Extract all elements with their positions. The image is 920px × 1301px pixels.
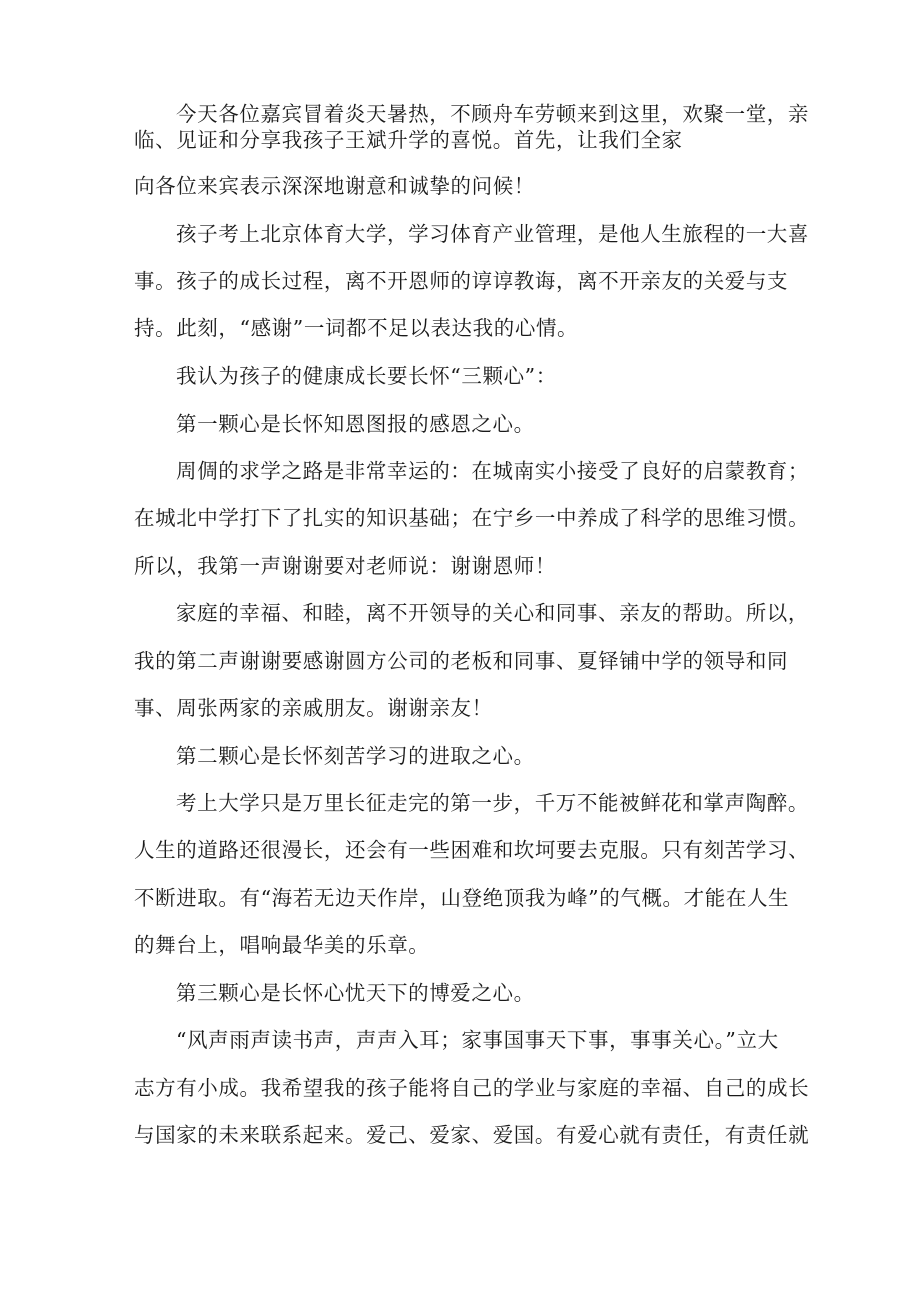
text-line-12: 家庭的幸福、和睦，离不开领导的关心和同事、亲友的帮助。所以， <box>176 601 809 625</box>
text-line-23: 与国家的未来联系起来。爱己、爱家、爱国。有爱心就有责任，有责任就 <box>134 1123 810 1147</box>
text-line-20: 第三颗心是长怀心忧天下的博爱之心。 <box>176 981 535 1005</box>
text-line-4: 孩子考上北京体育大学，学习体育产业管理，是他人生旅程的一大喜 <box>176 222 809 246</box>
text-line-7: 我认为孩子的健康成长要长怀“三颗心”： <box>176 364 557 388</box>
text-line-9: 周倜的求学之路是非常幸运的：在城南实小接受了良好的启蒙教育； <box>176 459 809 483</box>
text-line-19: 的舞台上，唱响最华美的乐章。 <box>134 933 430 957</box>
text-line-13: 我的第二声谢谢要感谢圆方公司的老板和同事、夏铎铺中学的领导和同 <box>134 649 789 673</box>
text-line-11: 所以，我第一声谢谢要对老师说：谢谢恩师！ <box>134 554 556 578</box>
text-line-21: “风声雨声读书声，声声入耳；家事国事天下事，事事关心。”立大 <box>176 1028 779 1052</box>
text-line-6: 持。此刻，“感谢”一词都不足以表达我的心情。 <box>134 316 579 340</box>
text-line-2: 临、见证和分享我孩子王斌升学的喜悦。首先，让我们全家 <box>134 128 683 152</box>
text-line-3: 向各位来宾表示深深地谢意和诚挚的问候！ <box>134 174 535 198</box>
text-line-5: 事。孩子的成长过程，离不开恩师的谆谆教诲，离不开亲友的关爱与支 <box>134 269 789 293</box>
text-line-10: 在城北中学打下了扎实的知识基础；在宁乡一中养成了科学的思维习惯。 <box>134 506 810 530</box>
text-line-14: 事、周张两家的亲戚朋友。谢谢亲友！ <box>134 696 493 720</box>
text-line-22: 志方有小成。我希望我的孩子能将自己的学业与家庭的幸福、自己的成长 <box>134 1076 810 1100</box>
text-line-1: 今天各位嘉宾冒着炎天暑热，不顾舟车劳顿来到这里，欢聚一堂，亲 <box>176 102 809 126</box>
text-line-17: 人生的道路还很漫长，还会有一些困难和坎坷要去克服。只有刻苦学习、 <box>134 838 810 862</box>
text-line-16: 考上大学只是万里长征走完的第一步，千万不能被鲜花和掌声陶醉。 <box>176 791 809 815</box>
text-line-15: 第二颗心是长怀刻苦学习的进取之心。 <box>176 744 535 768</box>
text-line-8: 第一颗心是长怀知恩图报的感恩之心。 <box>176 412 535 436</box>
text-line-18: 不断进取。有“海若无边天作岸，山登绝顶我为峰”的气概。才能在人生 <box>134 886 790 910</box>
